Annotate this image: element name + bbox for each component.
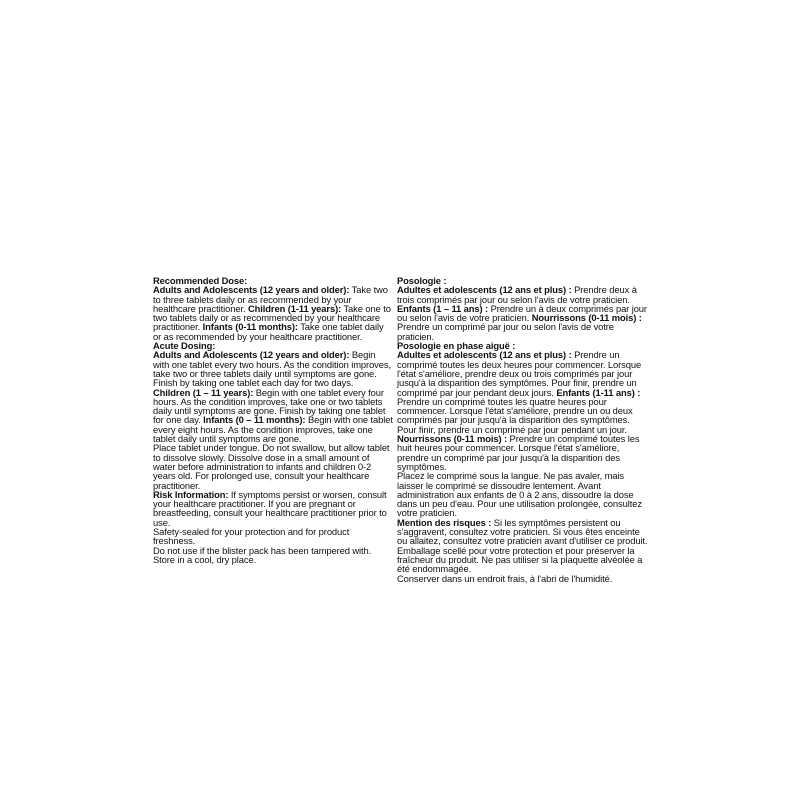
administration-paragraph-fr: Placez le comprimé sous la langue. Ne pas avaler, mais laisser le comprimé se dissoudre lentement. Avant administration aux enfants de 0 à 2 ans, dissoudre la dose dans un peu d'eau. Pour une utilisation prolongée, consultez votre praticien. xyxy=(397,470,642,519)
risk-text: If symptoms persist or worsen, consult your healthcare practitioner. If you are pregnant or breastfeeding, consult your healthcare practitioner prior to use. xyxy=(153,488,387,528)
children-label: Children (1-11 years): xyxy=(247,302,342,314)
phase-aigue-heading: Posologie en phase aiguë : xyxy=(397,340,516,352)
acute-children-text: Begin with one tablet every four hours. As the condition improves, take one or two tablets daily until symptoms are gone. Finish by taking one tablet for one day. xyxy=(153,386,386,426)
risk-information-paragraph xyxy=(153,490,393,527)
adultes-label: Adultes et adolescents (12 ans et plus) : xyxy=(397,284,572,296)
french-dosage-column xyxy=(397,276,651,583)
children-text: Take one to two tablets daily or as recommended by your healthcare practitioner. xyxy=(153,302,391,333)
posologie-heading: Posologie : xyxy=(397,275,447,286)
aigue-adultes-text: Prendre un comprimé toutes les deux heures pour commencer. Lorsque l'état s'améliore, prendre deux ou trois comprimés par jour jusqu'à la disparition des symptômes. Pour finir, prendre un comprimé par jour pendant deux jours. xyxy=(397,349,642,398)
adults-text: Take two to three tablets daily or as recommended by your healthcare practitioner. xyxy=(153,284,388,314)
acute-infants-label: Infants (0 – 11 months): xyxy=(203,414,306,426)
mention-risques-label: Mention des risques : xyxy=(397,516,492,528)
recommended-dose-heading: Recommended Dose: xyxy=(153,275,248,286)
infants-label: Infants (0-11 months): xyxy=(202,321,298,333)
mention-risques-text: Si les symptômes persistent ou s'aggravent, consultez votre praticien. Si vous êtes enceinte ou allaitez, consultez votre praticien avant d'utiliser ce produit. xyxy=(397,516,648,547)
enfants-label: Enfants (1 – 11 ans) : xyxy=(397,302,489,314)
aigue-adultes-label: Adultes et adolescents (12 ans et plus) : xyxy=(397,349,572,361)
nourrissons-label: Nourrissons (0-11 mois) : xyxy=(531,312,642,324)
acute-adults-label: Adults and Adolescents (12 years and older): xyxy=(153,349,350,361)
mention-risques-paragraph xyxy=(397,518,651,546)
safety-sealed-text: Safety-sealed for your protection and for product freshness. xyxy=(153,526,350,547)
enfants-text: Prendre un à deux comprimés par jour ou selon l'avis de votre praticien. xyxy=(397,302,647,324)
acute-infants-text: Begin with one tablet every eight hours. As the condition improves, take one tablet daily until symptoms are gone. xyxy=(153,414,393,445)
aigue-enfants-label: Enfants (1-11 ans) : xyxy=(556,386,641,398)
infants-text: Take one tablet daily or as recommended by your healthcare practitioner. xyxy=(153,321,384,342)
adultes-text: Prendre deux à trois comprimés par jour ou selon l'avis de votre praticien. xyxy=(397,284,637,305)
storage-text: Do not use if the blister pack has been tampered with. Store in a cool, dry place. xyxy=(153,544,372,565)
conserver-text: Conserver dans un endroit frais, à l'abri de l'humidité. xyxy=(397,572,613,584)
posologie-paragraph xyxy=(397,285,651,341)
aigue-enfants-text: Prendre un comprimé toutes les quatre heures pour commencer. Lorsque l'état s'améliore, prendre un ou deux comprimés par jour jusqu'à la disparition des symptômes. Pour finir, prendre un comprimé par jour pendant un jour. xyxy=(397,395,633,435)
recommended-dose-paragraph xyxy=(153,285,393,341)
emballage-text: Emballage scellé pour votre protection et pour préserver la fraîcheur du produit. Ne pas utiliser si la plaquette alvéolée a été endommagée. xyxy=(397,544,643,575)
administration-paragraph: Place tablet under tongue. Do not swallow, but allow tablet to dissolve slowly. Dissolve dose in a small amount of water before administration to infants and children 0-2 years old. For prolonged use, consult your healthcare practitioner. xyxy=(153,442,390,491)
acute-dosing-paragraph xyxy=(153,350,393,443)
acute-adults-text: Begin with one tablet every two hours. As the condition improves, take two or three tablets daily until symptoms are gone. Finish by taking one tablet each day for two days. xyxy=(153,349,391,389)
acute-dosing-heading: Acute Dosing: xyxy=(153,340,216,352)
phase-aigue-paragraph xyxy=(397,350,651,471)
aigue-nourrissons-text: Prendre un comprimé toutes les huit heures pour commencer. Lorsque l'état s'améliore, prendre un comprimé par jour jusqu'à la disparition des symptômes. xyxy=(397,433,640,472)
english-dosage-column xyxy=(153,276,393,564)
nourrissons-text: Prendre un comprimé par jour ou selon l'avis de votre praticien. xyxy=(397,321,614,342)
risk-label: Risk Information: xyxy=(153,488,229,500)
adults-label: Adults and Adolescents (12 years and older): xyxy=(153,284,350,296)
aigue-nourrissons-label: Nourrissons (0-11 mois) : xyxy=(397,433,508,445)
acute-children-label: Children (1 – 11 years): xyxy=(153,386,254,398)
